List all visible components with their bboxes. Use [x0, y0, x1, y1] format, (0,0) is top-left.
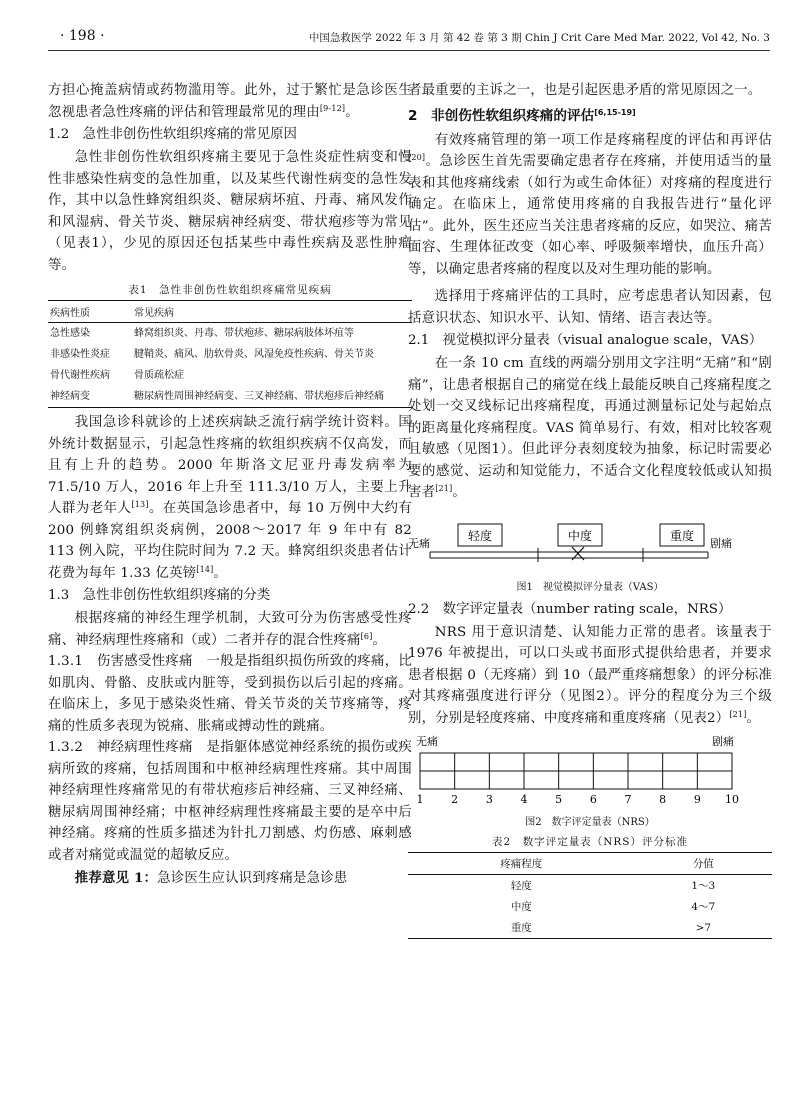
nrs-scale-graphic	[408, 733, 772, 805]
table2-caption: 表2 数字评定量表（NRS）评分标准	[492, 836, 688, 848]
nrs-number-label: 4	[520, 793, 528, 805]
table-row: 中度 4～7	[510, 901, 716, 913]
section-heading-2: 2 非创伤性软组织疼痛的评估[6,15-19]	[408, 107, 636, 124]
nrs-number-label: 8	[659, 793, 667, 805]
subsection-heading-1-3-2: 1.3.2 神经病理性疼痛	[48, 740, 193, 755]
table-row: 非感染性炎症 腱鞘炎、痛风、肋软骨炎、风湿免疫性疾病、骨关节炎	[50, 349, 374, 360]
vas-right-label: 剧痛	[710, 536, 732, 550]
nrs-number-label: 7	[624, 793, 632, 805]
table2	[408, 852, 772, 939]
table1-header: 疾病性质	[48, 301, 132, 323]
figure2-caption: 图2 数字评定量表（NRS）	[525, 817, 655, 828]
table-row: 重度 >7	[510, 921, 712, 934]
nrs-number-label: 3	[485, 793, 493, 805]
table-row: 骨代谢性疾病 骨质疏松症	[50, 370, 184, 381]
vas-box-moderate: 中度	[567, 528, 593, 543]
nrs-right-label: 剧痛	[712, 735, 734, 748]
nrs-number-label: 6	[589, 793, 597, 805]
vas-box-mild: 轻度	[467, 528, 493, 543]
paragraph-2a: 有效疼痛管理的第一项工作是疼痛程度的评估和再评估[20]。急诊医生首先需要确定患者存在疼痛，并使用适当的量表和其他疼痛线索（如行为或生命体征）对疼痛的程度进行确定。在临床上，通常使用疼痛的自我报告进行“量化评估”。此外，医生还应当关注患者疼痛的反应，如哭泣、痛苦面容、生理体征改变（如心率、呼吸频率增快，血压升高）等，以确定患者疼痛的程度以及对生理功能的影响。	[408, 132, 772, 277]
table-row: 神经病变 糖尿病性周围神经病变、三叉神经痛、带状疱疹后神经痛	[50, 391, 384, 402]
section-heading-1-3: 1.3 急性非创伤性软组织疼痛的分类	[48, 588, 271, 603]
paragraph-epidemiology: 我国急诊科就诊的上述疾病缺乏流行病学统计资料。国外统计数据显示，引起急性疼痛的软组织疾病不仅高发，而且有上升的趋势。2000 年斯洛文尼亚丹毒发病率为 71.5/10 万人，2016 年上升至 111.3/10 万人，主要上升人群为老年人[13]。在英国急诊患者中，每 10 万例中大约有 200 例蜂窝组织炎病例，2008～2017 年 9 年中有 82 113 例入院，平均住院时间为 7.2 天。蜂窝组织炎患者估计花费为每年 1.33 亿英镑[14]。	[48, 415, 412, 581]
right-column	[408, 80, 772, 939]
nrs-number-label: 9	[693, 793, 701, 805]
subsection-heading-1-3-1: 1.3.1 伤害感受性疼痛	[48, 654, 193, 669]
nrs-number-label: 10	[725, 793, 739, 805]
vas-box-severe: 重度	[669, 528, 695, 543]
left-column	[48, 80, 412, 890]
paragraph-2-2: NRS 用于意识清楚、认知能力正常的患者。该量表于 1976 年被提出，可以口头或书面形式提供给患者，并要求患者根据 0（无疼痛）到 10（最严重疼痛想象）的评分标准对其疼痛强度进行评分（见图2）。评分的程度分为三个级别，分别是轻度疼痛、中度疼痛和重度疼痛（见表2）[21]。	[408, 624, 772, 726]
vas-scale-graphic	[408, 512, 772, 570]
table2-header: 疼痛程度	[408, 853, 635, 875]
paragraph-intro: 方担心掩盖病情或药物滥用等。此外，过于繁忙是急诊医生忽视患者急性疼痛的评估和管理最常见的理由[9-12]。	[48, 83, 412, 120]
recommendation-1: 推荐意见 1：急诊医生应认识到疼痛是急诊患	[74, 870, 348, 886]
paragraph-1-3: 根据疼痛的神经生理学机制，大致可分为伤害感受性疼痛、神经病理性疼痛和（或）二者并存的混合性疼痛[6]。	[48, 611, 412, 648]
nrs-number-label: 2	[451, 793, 459, 805]
section-heading-1-2: 1.2 急性非创伤性软组织疼痛的常见原因	[48, 127, 297, 142]
vas-left-label: 无痛	[408, 536, 430, 550]
nrs-left-label: 无痛	[416, 735, 438, 748]
table-row: 轻度 1～3	[510, 880, 716, 892]
page-number: · 198 ·	[60, 28, 105, 44]
paragraph-1-2: 急性非创伤性软组织疼痛主要见于急性炎症性病变和慢性非感染性病变的急性加重，以及某些代谢性病变的急性发作，其中以急性蜂窝组织炎、糖尿病坏疽、丹毒、痛风发作和风湿病、骨关节炎、糖尿病神经病变、带状疱疹等为常见（见表1），少见的原因还包括某些中毒性疾病及恶性肿瘤等。	[48, 150, 412, 273]
section-heading-2-1: 2.1 视觉模拟评分量表（visual analogue scale，VAS）	[408, 333, 763, 348]
table-row: 急性感染 蜂窝组织炎、丹毒、带状疱疹、糖尿病肢体坏疽等	[50, 328, 354, 339]
figure1-caption: 图1 视觉模拟评分量表（VAS）	[516, 581, 664, 593]
paragraph-continued: 者最重要的主诉之一，也是引起医患矛盾的常见原因之一。	[408, 83, 762, 98]
figure-vas	[408, 512, 772, 593]
table1-header: 常见疾病	[132, 301, 412, 323]
journal-citation: 中国急救医学 2022 年 3 月 第 42 卷 第 3 期 Chin J Crit Care Med Mar. 2022, Vol 42, No. 3	[308, 32, 770, 44]
paragraph-1-3-1: 1.3.1 伤害感受性疼痛 一般是指组织损伤所致的疼痛，比如肌肉、骨骼、皮肤或内脏等，受到损伤以后引起的疼痛。在临床上，多见于感染炎性痛、骨关节炎的关节疼痛等，疼痛的性质多表现为锐痛、胀痛或搏动性的跳痛。	[48, 654, 412, 734]
paragraph-2-1: 在一条 10 cm 直线的两端分别用文字注明“无痛”和“剧痛”，让患者根据自己的痛觉在线上最能反映自己疼痛程度之处划一交叉线标记出疼痛程度，再通过测量标记处与起始点的距离量化疼痛程度。VAS 简单易行、有效，相对比较客观且敏感（见图1）。但此评分表刻度较为抽象，标记时需要必要的感觉、运动和知觉能力，不适合文化程度较低或认知损害者[21]。	[408, 356, 772, 500]
nrs-number-label: 1	[416, 793, 424, 805]
section-heading-2-2: 2.2 数字评定量表（number rating scale，NRS）	[408, 601, 732, 617]
paragraph-1-3-2: 1.3.2 神经病理性疼痛 是指躯体感觉神经系统的损伤或疾病所致的疼痛，包括周围和中枢神经病理性疼痛。其中周围神经病理性疼痛常见的有带状疱疹后神经痛、三叉神经痛、糖尿病周围神经痛；中枢神经病理性疼痛最主要的是卒中后神经痛。疼痛的性质多描述为针扎刀割感、灼伤感、麻刺感或者对痛觉或温觉的超敏反应。	[48, 740, 412, 863]
page-header	[48, 18, 770, 51]
nrs-number-label: 5	[555, 793, 563, 805]
paragraph-2b: 选择用于疼痛评估的工具时，应考虑患者认知因素，包括意识状态、知识水平、认知、情绪、语言表达等。	[408, 289, 772, 326]
figure-nrs	[408, 733, 772, 828]
table1-caption: 表1 急性非创伤性软组织疼痛常见疾病	[128, 284, 332, 296]
table2-header: 分值	[635, 853, 772, 875]
table1	[48, 300, 412, 408]
